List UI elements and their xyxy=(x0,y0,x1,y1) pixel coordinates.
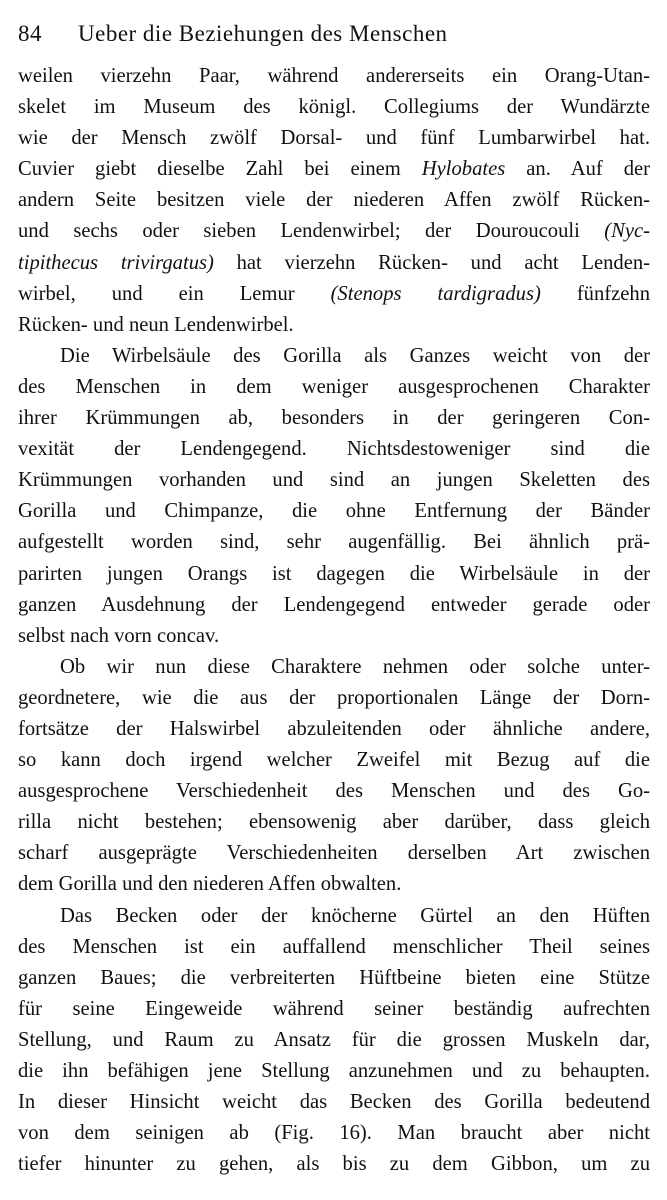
text-line: scharf ausgeprägte Verschiedenheiten derselben Art zwischen xyxy=(18,842,650,865)
text-line: aufgestellt worden sind, sehr augenfällig. Bei ähnlich prä- xyxy=(18,531,650,554)
running-title: Ueber die Beziehungen des Menschen xyxy=(78,21,448,46)
text-line: die ihn befähigen jene Stellung anzunehmen und zu behaupten. xyxy=(18,1060,650,1082)
body-text xyxy=(18,61,650,1180)
text-line: weilen vierzehn Paar, während andererseits ein Orang-Utan- xyxy=(18,65,650,87)
text-line: Rücken- und neun Lendenwirbel. xyxy=(18,313,294,336)
text-line: rilla nicht bestehen; ebensowenig aber darüber, dass gleich xyxy=(18,811,650,834)
text-line: fortsätze der Halswirbel abzuleitenden oder ähnliche andere, xyxy=(18,717,650,740)
text-line: ausgesprochene Verschiedenheit des Menschen und des Go- xyxy=(18,780,650,803)
page-number: 84 xyxy=(18,21,42,46)
text-line: tiefer hinunter zu gehen, als bis zu dem Gibbon, um zu xyxy=(18,1153,650,1176)
text-line: Krümmungen vorhanden und sind an jungen Skeletten des xyxy=(18,469,650,492)
text-line: Ob wir nun diese Charaktere nehmen oder solche unter- xyxy=(60,655,650,678)
text-line: Das Becken oder der knöcherne Gürtel an den Hüften xyxy=(60,904,650,927)
text-line: ganzen Baues; die verbreiterten Hüftbeine bieten eine Stütze xyxy=(18,966,650,989)
text-line: des Menschen in dem weniger ausgesprochenen Charakter xyxy=(18,375,650,398)
text-line: andern Seite besitzen viele der niederen Affen zwölf Rücken- xyxy=(18,189,650,212)
text-line: wirbel, und ein Lemur (Stenops tardigradus) fünfzehn xyxy=(18,282,650,305)
text-line: Gorilla und Chimpanze, die ohne Entfernung der Bänder xyxy=(18,500,650,523)
text-line: dem Gorilla und den niederen Affen obwalten. xyxy=(18,873,402,896)
text-line: skelet im Museum des königl. Collegiums der Wundärzte xyxy=(18,96,650,119)
text-line: Die Wirbelsäule des Gorilla als Ganzes weicht von der xyxy=(60,344,650,367)
text-line: ganzen Ausdehnung der Lendengegend entweder gerade oder xyxy=(18,593,650,616)
text-line: vexität der Lendengegend. Nichtsdestoweniger sind die xyxy=(18,438,650,461)
text-line: ihrer Krümmungen ab, besonders in der geringeren Con- xyxy=(18,407,650,430)
text-line: wie der Mensch zwölf Dorsal- und fünf Lumbarwirbel hat. xyxy=(18,127,650,150)
text-line: für seine Eingeweide während seiner beständig aufrechten xyxy=(18,997,650,1020)
text-line: selbst nach vorn concav. xyxy=(18,624,220,647)
page-header xyxy=(18,14,648,54)
text-line: parirten jungen Orangs ist dagegen die Wirbelsäule in der xyxy=(18,562,650,585)
text-line: und sechs oder sieben Lendenwirbel; der Douroucouli (Nyc- xyxy=(18,220,650,243)
text-line: des Menschen ist ein auffallend menschlicher Theil seines xyxy=(18,935,650,958)
text-line: In dieser Hinsicht weicht das Becken des Gorilla bedeutend xyxy=(18,1091,650,1114)
text-line: geordnetere, wie die aus der proportionalen Länge der Dorn- xyxy=(18,686,650,709)
text-line: Stellung, und Raum zu Ansatz für die grossen Muskeln dar, xyxy=(18,1028,650,1051)
text-line: tipithecus trivirgatus) hat vierzehn Rücken- und acht Lenden- xyxy=(18,251,650,274)
text-line: von dem seinigen ab (Fig. 16). Man braucht aber nicht xyxy=(18,1122,650,1145)
text-line: so kann doch irgend welcher Zweifel mit Bezug auf die xyxy=(18,749,650,772)
text-line: Cuvier giebt dieselbe Zahl bei einem Hylobates an. Auf der xyxy=(18,158,650,181)
